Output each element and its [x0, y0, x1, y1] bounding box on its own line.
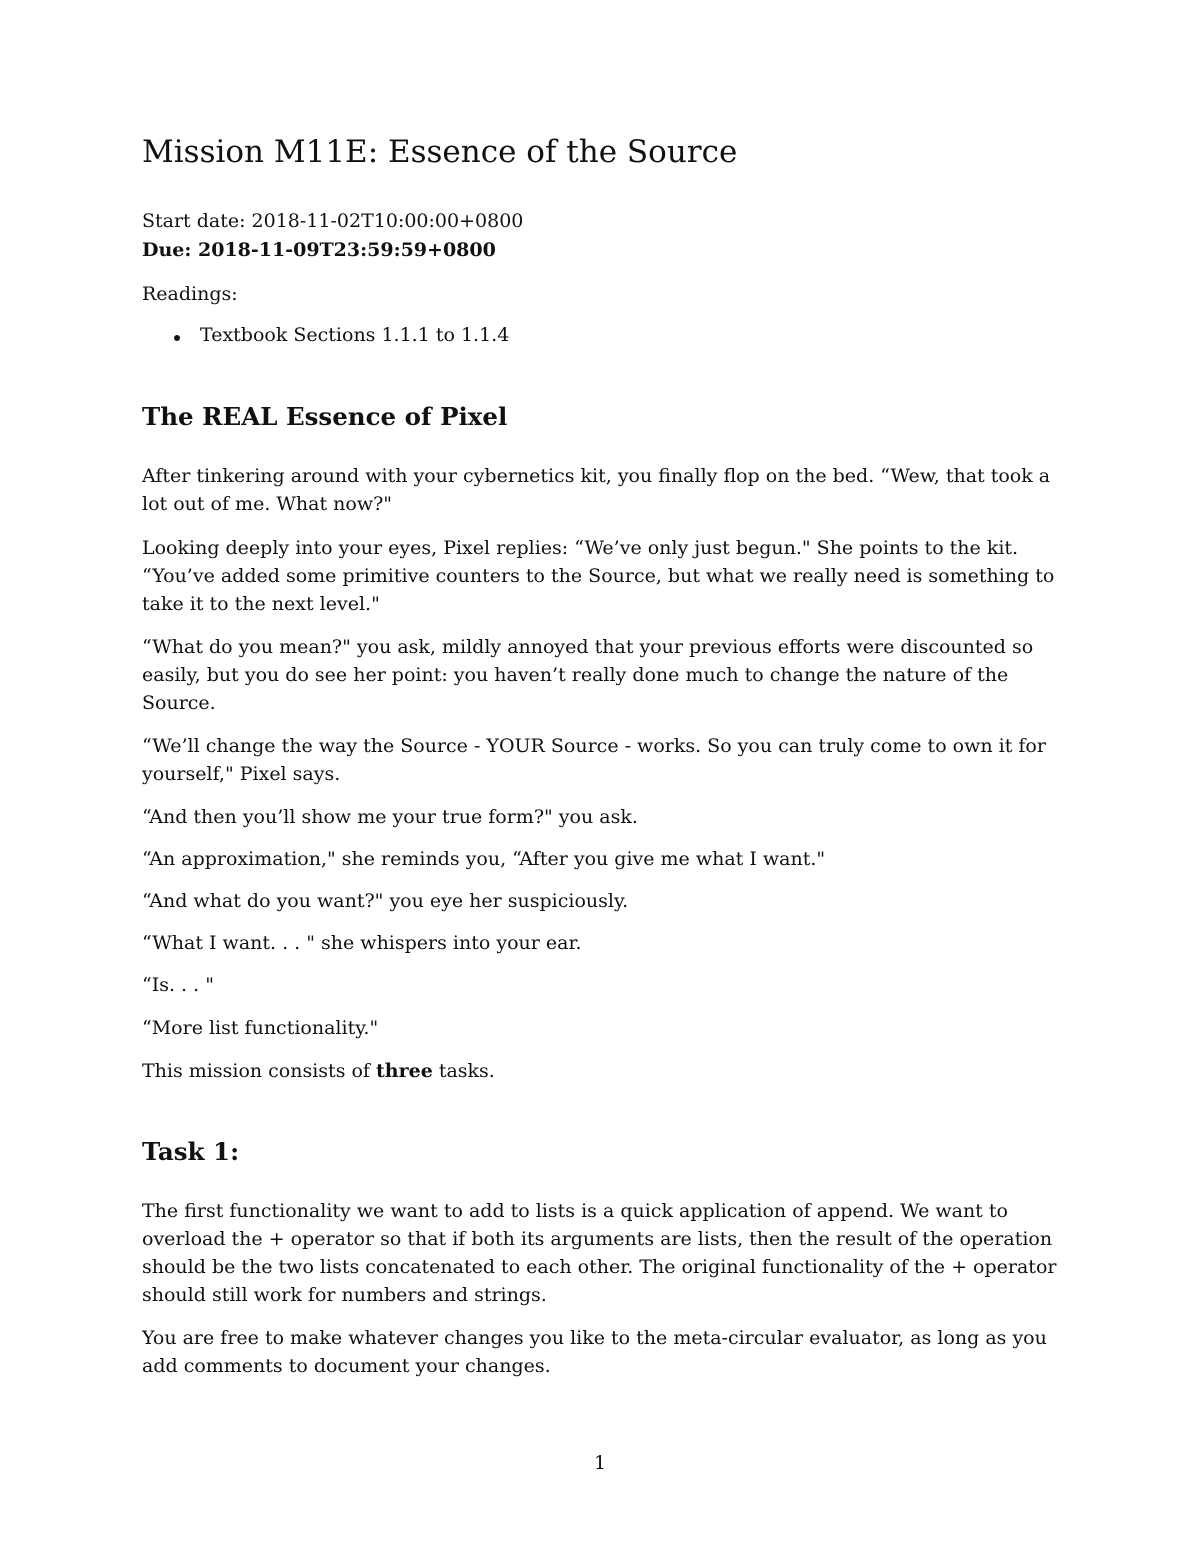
- story-paragraph: “What I want. . . " she whispers into your ear.: [142, 932, 582, 954]
- readings-item-text: Textbook Sections 1.1.1 to 1.1.4: [200, 324, 510, 346]
- page-number: 1: [593, 1452, 607, 1474]
- document-title: Mission M11E: Essence of the Source: [142, 134, 738, 170]
- story-paragraph: After tinkering around with your cybernetics kit, you finally flop on the bed. “Wew, that took a lot out of me. What now?": [142, 465, 1051, 515]
- task-count-suffix: tasks.: [432, 1060, 495, 1082]
- story-paragraph: “We’ll change the way the Source - YOUR Source - works. So you can truly come to own it for yourself," Pixel says.: [142, 735, 1046, 785]
- readings-list-item: [170, 324, 509, 346]
- story-paragraph: “And then you’ll show me your true form?" you ask.: [142, 806, 638, 828]
- story-paragraph: “Is. . . ": [142, 974, 214, 996]
- section-heading-essence: The REAL Essence of Pixel: [142, 402, 508, 431]
- start-date: Start date: 2018-11-02T10:00:00+0800: [142, 210, 524, 232]
- due-date: Due: 2018-11-09T23:59:59+0800: [142, 239, 496, 261]
- task-paragraph: You are free to make whatever changes you like to the meta-circular evaluator, as long as you add comments to document your changes.: [142, 1327, 1047, 1377]
- mission-task-count: [142, 1057, 1062, 1085]
- story-paragraph: Looking deeply into your eyes, Pixel replies: “We’ve only just begun." She points to the kit. “You’ve added some primitive counters to the Source, but what we really need is something to take it to the next level.": [142, 537, 1055, 615]
- story-paragraph: “And what do you want?" you eye her suspiciously.: [142, 890, 629, 912]
- section-heading-task1: Task 1:: [142, 1137, 240, 1166]
- story-paragraph: “What do you mean?" you ask, mildly annoyed that your previous efforts were discounted so easily, but you do see her point: you haven’t really done much to change the nature of the Source.: [142, 636, 1034, 714]
- story-paragraph: “More list functionality.": [142, 1017, 379, 1039]
- readings-list: [170, 324, 509, 346]
- task-count-prefix: This mission consists of: [142, 1060, 376, 1082]
- story-paragraph: “An approximation," she reminds you, “After you give me what I want.": [142, 848, 826, 870]
- readings-label: Readings:: [142, 283, 238, 305]
- bullet-icon: [174, 335, 180, 341]
- task-count-bold: three: [376, 1060, 433, 1082]
- task-paragraph: The first functionality we want to add to lists is a quick application of append. We want to overload the + operator so that if both its arguments are lists, then the result of the operation should be the two lists concatenated to each other. The original functionality of the + operator should still work for numbers and strings.: [142, 1200, 1057, 1306]
